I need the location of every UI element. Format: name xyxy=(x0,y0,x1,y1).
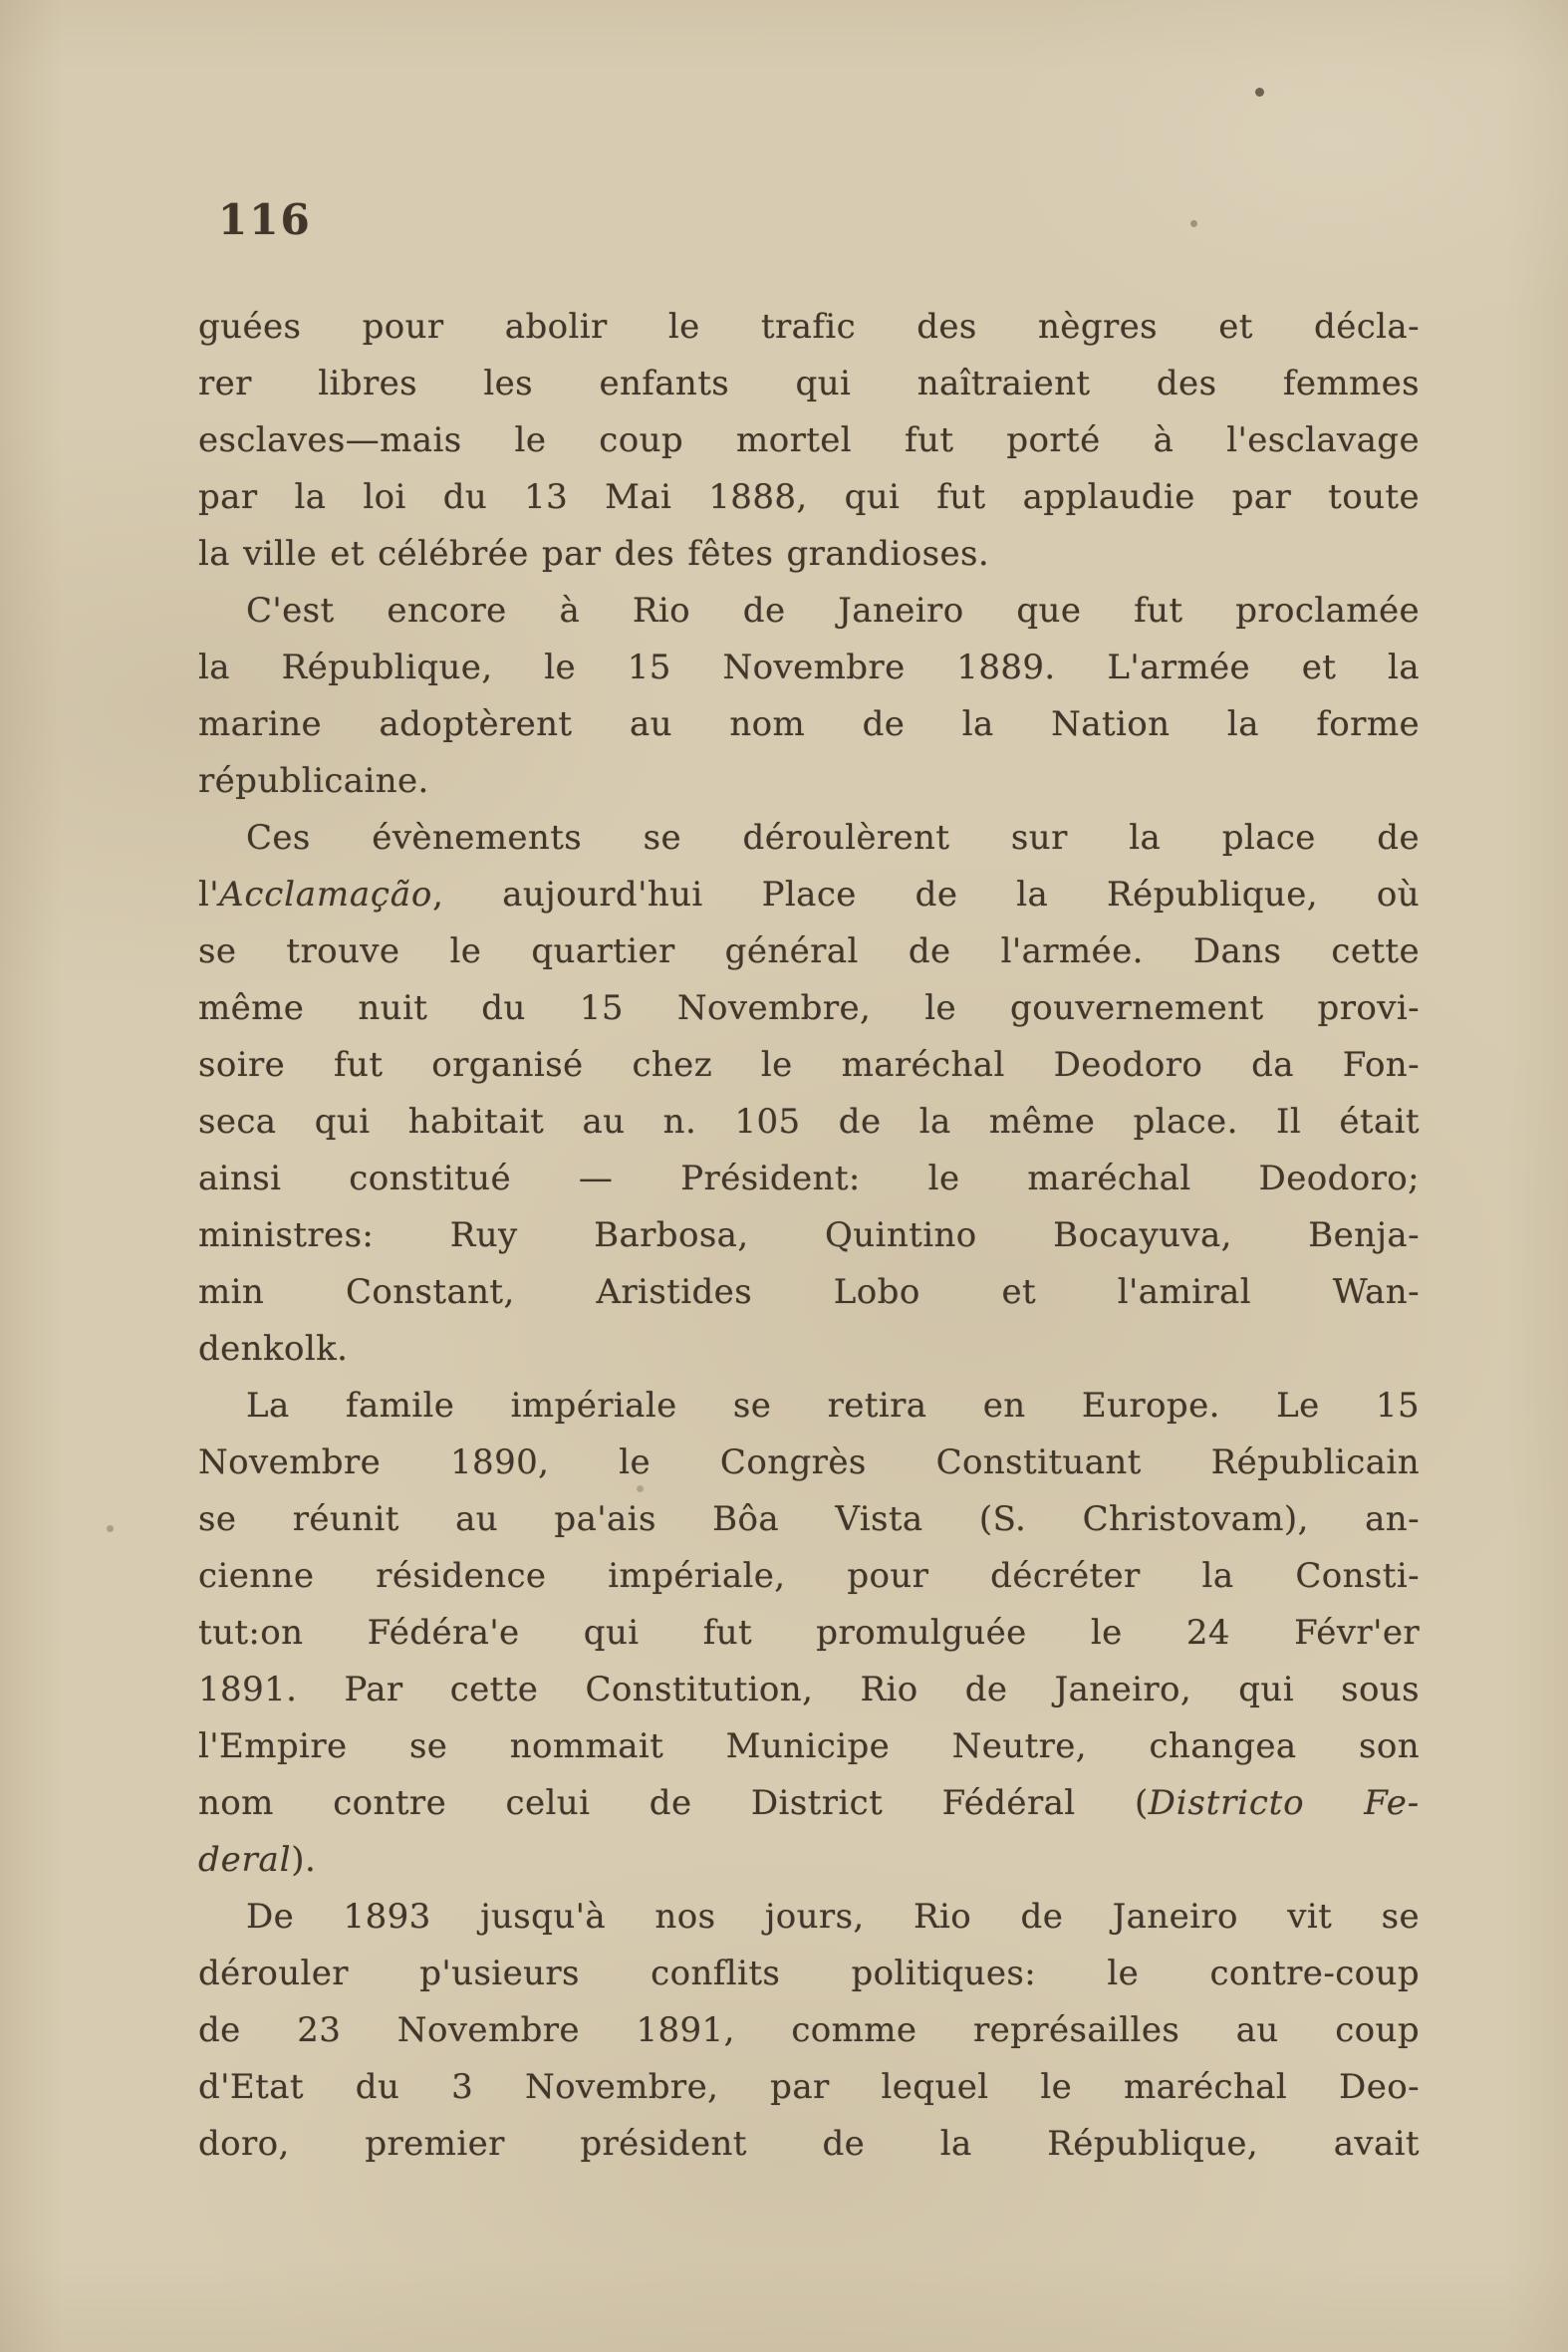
page-number: 116 xyxy=(218,195,312,244)
text-line xyxy=(198,1037,1420,1094)
italic-text: Districto Fe- xyxy=(1148,1783,1420,1823)
text-line xyxy=(198,1491,1420,1548)
body-text: Ces évènements se déroulèrent sur la place de xyxy=(246,818,1420,858)
text-line xyxy=(198,2002,1420,2059)
body-text: tut:on Fédéra'e qui fut promulguée le 24 Févr'er xyxy=(198,1613,1420,1653)
body-text: l' xyxy=(198,875,220,915)
paragraph xyxy=(198,1378,1420,1889)
body-text: d'Etat du 3 Novembre, par lequel le maréchal Deo- xyxy=(198,2067,1420,2107)
text-line xyxy=(198,1605,1420,1662)
text-line xyxy=(198,1378,1420,1435)
body-text: , aujourd'hui Place de la République, où xyxy=(432,875,1420,915)
paragraph xyxy=(198,1889,1420,2173)
body-text: républicaine. xyxy=(198,761,429,801)
body-text: denkolk. xyxy=(198,1329,349,1369)
text-line xyxy=(198,867,1420,923)
text-line xyxy=(198,526,1420,583)
body-text: rer libres les enfants qui naîtraient des femmes xyxy=(198,364,1420,403)
text-line xyxy=(198,1548,1420,1605)
italic-text: deral xyxy=(198,1840,292,1880)
body-text: de 23 Novembre 1891, comme représailles au coup xyxy=(198,2010,1420,2050)
paragraph xyxy=(198,583,1420,810)
text-line xyxy=(198,810,1420,867)
body-text: par la loi du 13 Mai 1888, qui fut applaudie par toute xyxy=(198,477,1420,517)
text-line xyxy=(198,2116,1420,2173)
text-line xyxy=(198,1435,1420,1491)
paragraph xyxy=(198,299,1420,583)
text-line xyxy=(198,696,1420,753)
body-text: même nuit du 15 Novembre, le gouvernement provi- xyxy=(198,988,1420,1028)
text-line xyxy=(198,1832,1420,1889)
body-text: 1891. Par cette Constitution, Rio de Janeiro, qui sous xyxy=(198,1670,1420,1709)
body-text: cienne résidence impériale, pour décréter la Consti- xyxy=(198,1556,1420,1596)
body-text: soire fut organisé chez le maréchal Deodoro da Fon- xyxy=(198,1045,1420,1085)
text-line xyxy=(198,923,1420,980)
text-line xyxy=(198,1718,1420,1775)
text-line xyxy=(198,299,1420,356)
text-line xyxy=(198,1321,1420,1378)
text-line xyxy=(198,1264,1420,1321)
body-text: esclaves—mais le coup mortel fut porté à l'esclavage xyxy=(198,420,1420,460)
text-line xyxy=(198,412,1420,469)
text-line xyxy=(198,1775,1420,1832)
text-line xyxy=(198,1094,1420,1151)
body-text: C'est encore à Rio de Janeiro que fut proclamée xyxy=(246,591,1420,631)
body-text: Novembre 1890, le Congrès Constituant Républicain xyxy=(198,1442,1420,1482)
body-text: nom contre celui de District Fédéral ( xyxy=(198,1783,1149,1823)
body-text: l'Empire se nommait Municipe Neutre, changea son xyxy=(198,1726,1420,1766)
body-text: min Constant, Aristides Lobo et l'amiral Wan- xyxy=(198,1272,1420,1312)
body-text: seca qui habitait au n. 105 de la même place. Il était xyxy=(198,1102,1420,1142)
body-text: la République, le 15 Novembre 1889. L'armée et la xyxy=(198,648,1420,687)
text-line xyxy=(198,469,1420,526)
text-line xyxy=(198,753,1420,810)
text-line xyxy=(198,1207,1420,1264)
paragraph xyxy=(198,810,1420,1378)
body-text: La famile impériale se retira en Europe. Le 15 xyxy=(246,1386,1420,1426)
body-text: guées pour abolir le trafic des nègres et décla- xyxy=(198,307,1420,347)
body-text: ). xyxy=(291,1840,317,1880)
body-text: ainsi constitué — Président: le maréchal Deodoro; xyxy=(198,1159,1420,1198)
body-text: se réunit au pa'ais Bôa Vista (S. Christovam), an- xyxy=(198,1499,1420,1539)
text-line xyxy=(198,356,1420,412)
body-text: ministres: Ruy Barbosa, Quintino Bocayuva, Benja- xyxy=(198,1215,1420,1255)
body-text: dérouler p'usieurs conflits politiques: le contre-coup xyxy=(198,1954,1420,1993)
body-text: De 1893 jusqu'à nos jours, Rio de Janeiro vit se xyxy=(246,1897,1420,1937)
text-line xyxy=(198,1151,1420,1207)
body-text: la ville et célébrée par des fêtes grandioses. xyxy=(198,534,990,574)
text-line xyxy=(198,980,1420,1037)
text-line xyxy=(198,1889,1420,1946)
text-line xyxy=(198,2059,1420,2116)
text-line xyxy=(198,583,1420,640)
ink-speck xyxy=(0,0,5,5)
text-line xyxy=(198,640,1420,696)
text-line xyxy=(198,1946,1420,2002)
text-line xyxy=(198,1662,1420,1718)
body-text: marine adoptèrent au nom de la Nation la forme xyxy=(198,704,1420,744)
body-text: doro, premier président de la République, avait xyxy=(198,2124,1420,2164)
body-text: se trouve le quartier général de l'armée. Dans cette xyxy=(198,931,1420,971)
page-text-block xyxy=(198,299,1420,2173)
italic-text: Acclamação xyxy=(219,875,433,915)
